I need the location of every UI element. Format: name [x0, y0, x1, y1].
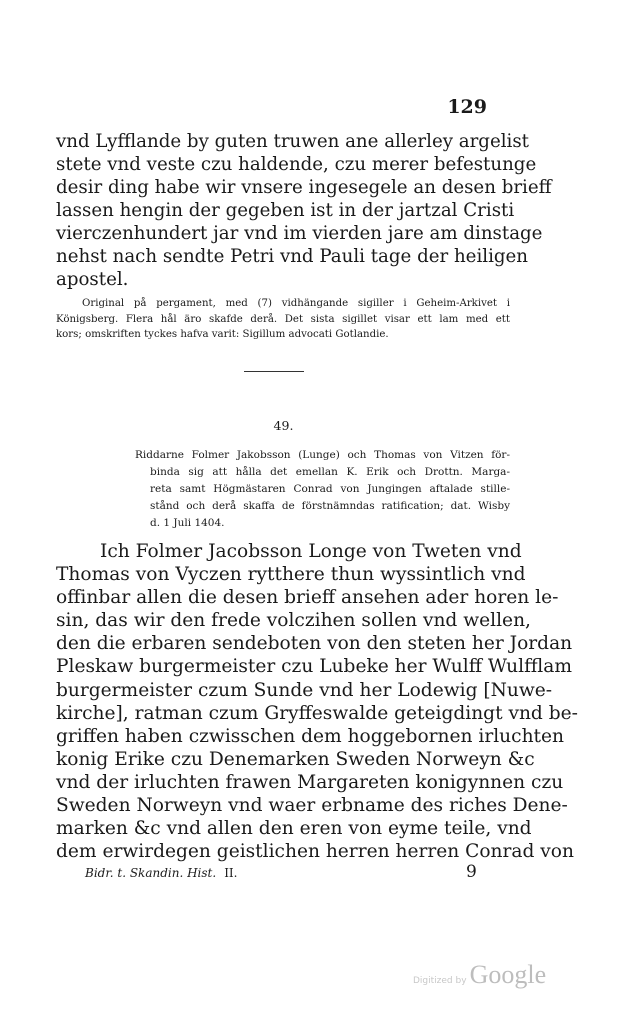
- note-line: kors; omskriften tyckes hafva varit: Sigillum advocati Gotlandie.: [56, 329, 389, 340]
- text-line: nehst nach sendte Petri vnd Pauli tage der heiligen: [56, 246, 529, 267]
- text-line: apostel.: [56, 269, 129, 290]
- continued-text: [56, 130, 552, 291]
- document-number: 49.: [273, 418, 294, 433]
- text-line: sin, das wir den frede volczihen sollen vnd wellen,: [56, 610, 531, 632]
- text-line: Pleskaw burgermeister czu Lubeke her Wulff Wulfflam: [56, 656, 572, 678]
- text-line: desir ding habe wir vnsere ingesegele an desen brieff: [56, 177, 552, 198]
- digitized-watermark: [413, 960, 546, 990]
- section-divider: [244, 371, 304, 372]
- text-line: stete vnd veste czu haldende, czu merer befestunge: [56, 154, 537, 175]
- text-line: burgermeister czum Sunde vnd her Lodewig [Nuwe-: [56, 679, 553, 701]
- google-logo: Google: [469, 960, 547, 989]
- sheet-number: 9: [466, 862, 477, 882]
- summary-line: d. 1 Juli 1404.: [150, 517, 225, 529]
- text-line: marken &c vnd allen den eren von eyme teile, vnd: [56, 818, 532, 840]
- note-line: Königsberg. Flera hål äro skafde derå. Det sista sigillet visar ett lam med ett: [56, 313, 510, 325]
- text-line: dem erwirdegen geistlichen herren herren Conrad von: [56, 841, 574, 863]
- watermark-prefix: Digitized by: [413, 976, 467, 986]
- text-line: konig Erike czu Denemarken Sweden Norweyn &c: [56, 748, 535, 770]
- note-line: Original på pergament, med (7) vidhängande sigiller i Geheim-Arkivet i: [82, 298, 510, 309]
- text-line: griffen haben czwisschen dem hoggebornen irluchten: [56, 725, 564, 747]
- text-line: vnd Lyfflande by guten truwen ane allerley argelist: [56, 131, 529, 152]
- text-line: den die erbaren sendeboten von den steten her Jordan: [56, 633, 573, 655]
- text-line: Ich Folmer Jacobsson Longe von Tweten vnd: [100, 541, 522, 562]
- volume-number: II.: [224, 866, 238, 880]
- text-line: vierczenhundert jar vnd im vierden jare am dinstage: [56, 223, 543, 244]
- text-line: kirche], ratman czum Gryffeswalde geteigdingt vnd be-: [56, 702, 578, 724]
- text-line: Sweden Norweyn vnd waer erbname des riches Dene-: [56, 795, 568, 817]
- summary-line: Riddarne Folmer Jakobsson (Lunge) och Thomas von Vitzen för-: [135, 449, 510, 461]
- document-summary: [135, 447, 510, 532]
- text-line: Thomas von Vyczen rytthere thun wyssintlich vnd: [56, 564, 526, 586]
- summary-line: stånd och derå skaffa de förstnämndas ratification; dat. Wisby: [150, 500, 510, 512]
- summary-line: binda sig att hålla det emellan K. Erik och Drottn. Marga-: [150, 466, 510, 478]
- footer-signature: [85, 866, 237, 880]
- document-text: [56, 540, 578, 863]
- summary-line: reta samt Högmästaren Conrad von Jungingen aftalade stille-: [150, 483, 510, 495]
- text-line: lassen hengin der gegeben ist in der jartzal Cristi: [56, 200, 515, 221]
- signature-text: Bidr. t. Skandin. Hist.: [85, 866, 217, 880]
- source-note: [56, 296, 510, 343]
- text-line: vnd der irluchten frawen Margareten konigynnen czu: [56, 771, 564, 793]
- text-line: offinbar allen die desen brieff ansehen ader horen le-: [56, 587, 559, 609]
- page-number: 129: [447, 96, 487, 118]
